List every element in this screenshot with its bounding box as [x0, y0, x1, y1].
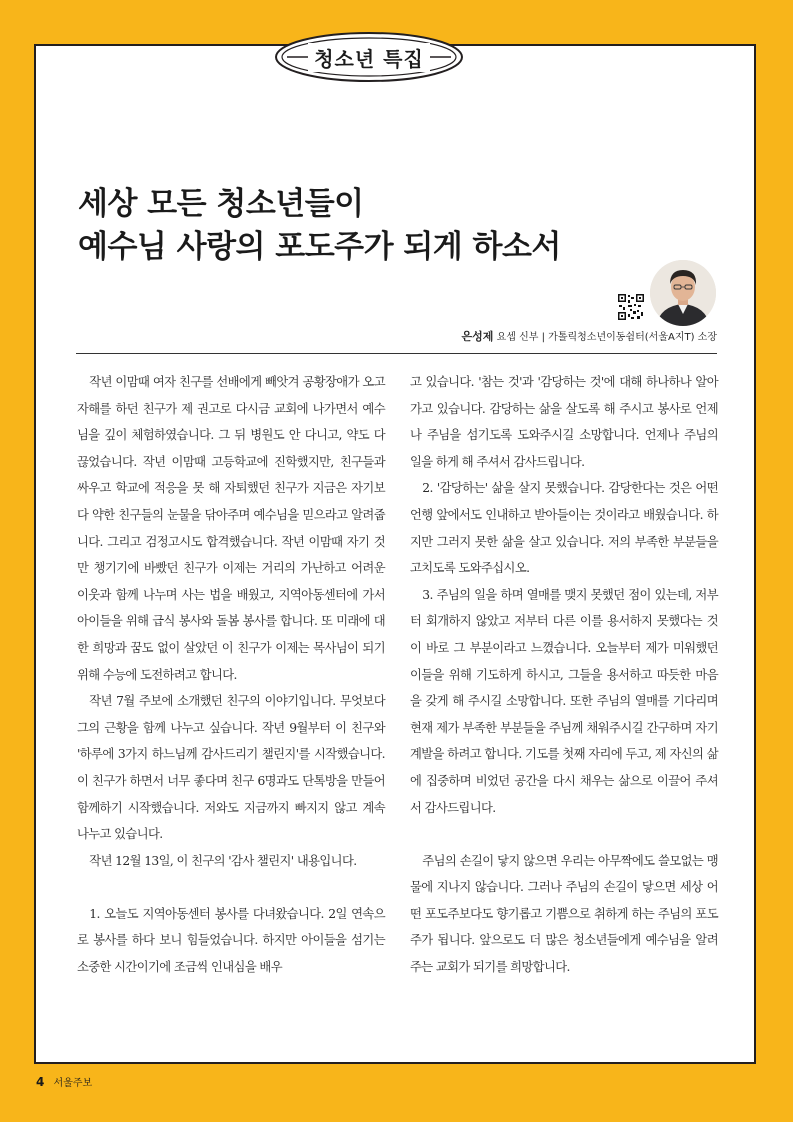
paragraph: 3. 주님의 일을 하며 열매를 맺지 못했던 점이 있는데, 저부터 회개하지 않았고 저부터 다른 이를 용서하지 못했다는 것이 바로 그 부분이라고 느꼈습니다. 오늘부터 제가 미워했던 이들을 위해 기도하게 하시고, 그들을 용서하고 따듯한 마음을 갖게 해 주시길 소망합니다. 또한 주님의 열매를 기다리며 현재 제가 부족한 부분들을 주님께 채워주시길 간구하며 자기 계발을 하려고 합니다. 기도를 첫째 자리에 두고, 제 자신의 삶에 집중하며 비었던 공간을 다시 채우는 삶으로 이끌어 주셔서 감사드립니다.	[410, 587, 718, 815]
paragraph: 1. 오늘도 지역아동센터 봉사를 다녀왔습니다. 2일 연속으로 봉사를 하다 보니 힘들었습니다. 하지만 아이들을 섬기는 소중한 시간이기에 조금씩 인내심을 배우	[77, 906, 385, 975]
author-role: 요셉 신부 | 가톨릭청소년이동쉼터(서울A지T) 소장	[496, 332, 717, 343]
paragraph: 고 있습니다. '참는 것'과 '감당하는 것'에 대해 하나하나 알아가고 있습니다. 감당하는 삶을 살도록 해 주시고 봉사로 언제나 주님을 섬기도록 도와주시길 소망합니다. 언제나 주님의 일을 하게 해 주셔서 감사드립니다.	[410, 375, 718, 469]
title-line-2: 예수님 사랑의 포도주가 되게 하소서	[78, 229, 561, 265]
title-line-1: 세상 모든 청소년들이	[78, 186, 364, 222]
paragraph: 작년 이맘때 여자 친구를 선배에게 빼앗겨 공황장애가 오고 자해를 하던 친구가 제 권고로 다시금 교회에 나가면서 예수님을 깊이 체험하였습니다. 그 뒤 병원도 안 다니고, 약도 다 끊었습니다. 작년 이맘때 고등학교에 진학했지만, 친구들과 싸우고 학교에 적응을 못 해 자퇴했던 친구가 지금은 자기보다 약한 친구들의 눈물을 닦아주며 예수님을 믿으라고 알려줍니다. 그리고 검정고시도 합격했습니다. 작년 이맘때 자기 것만 챙기기에 바빴던 친구가 이제는 거리의 가난하고 어려운 이웃과 함께 나누며 사는 법을 배웠고, 지역아동센터에 가서 아이들을 위해 급식 봉사와 돌봄 봉사를 합니다. 또 미래에 대한 희망과 꿈도 없이 살았던 이 친구가 이제는 목사님이 되기 위해 수능에 도전하려고 합니다.	[77, 375, 385, 682]
author-name: 은성제	[461, 330, 494, 343]
section-badge	[273, 30, 465, 84]
author-photo	[650, 260, 716, 326]
article-column-right	[410, 369, 718, 981]
author-byline	[462, 328, 717, 344]
paragraph-spacer	[77, 874, 385, 901]
paragraph-spacer	[410, 821, 718, 848]
paragraph: 주님의 손길이 닿지 않으면 우리는 아무짝에도 쓸모없는 맹물에 지나지 않습니다. 그러나 주님의 손길이 닿으면 세상 어떤 포도주보다도 향기롭고 기쁨으로 취하게 하는 주님의 포도주가 됩니다. 앞으로도 더 많은 청소년들에게 예수님을 알려주는 교회가 되기를 희망합니다.	[410, 853, 718, 975]
author-portrait-image	[650, 260, 716, 326]
page-number: 4	[36, 1075, 45, 1089]
article-column-left	[77, 369, 385, 981]
paragraph: 작년 12월 13일, 이 친구의 '감사 챌린지' 내용입니다.	[89, 853, 357, 868]
publication-name: 서울주보	[53, 1078, 93, 1089]
qr-code-icon	[617, 293, 645, 321]
paragraph: 2. '감당하는' 삶을 살지 못했습니다. 감당한다는 것은 어떤 언행 앞에서도 인내하고 받아들이는 것이라고 배웠습니다. 하지만 그러지 못한 삶을 살고 있습니다. 저의 부족한 부분들을 고치도록 도와주십시오.	[410, 481, 718, 576]
section-badge-label: 청소년 특집	[308, 43, 430, 72]
paragraph: 작년 7월 주보에 소개했던 친구의 이야기입니다. 무엇보다 그의 근황을 함께 나누고 싶습니다. 작년 9월부터 이 친구와 '하루에 3가지 하느님께 감사드리기 챌린지'를 시작했습니다. 이 친구가 하면서 너무 좋다며 친구 6명과도 단톡방을 만들어 함께하기 시작했습니다. 저와도 지금까지 빠지지 않고 계속 나누고 있습니다.	[77, 694, 385, 842]
byline-divider	[76, 353, 717, 354]
article-title	[78, 183, 718, 269]
page-footer	[36, 1074, 92, 1089]
qr-code[interactable]	[617, 293, 645, 321]
